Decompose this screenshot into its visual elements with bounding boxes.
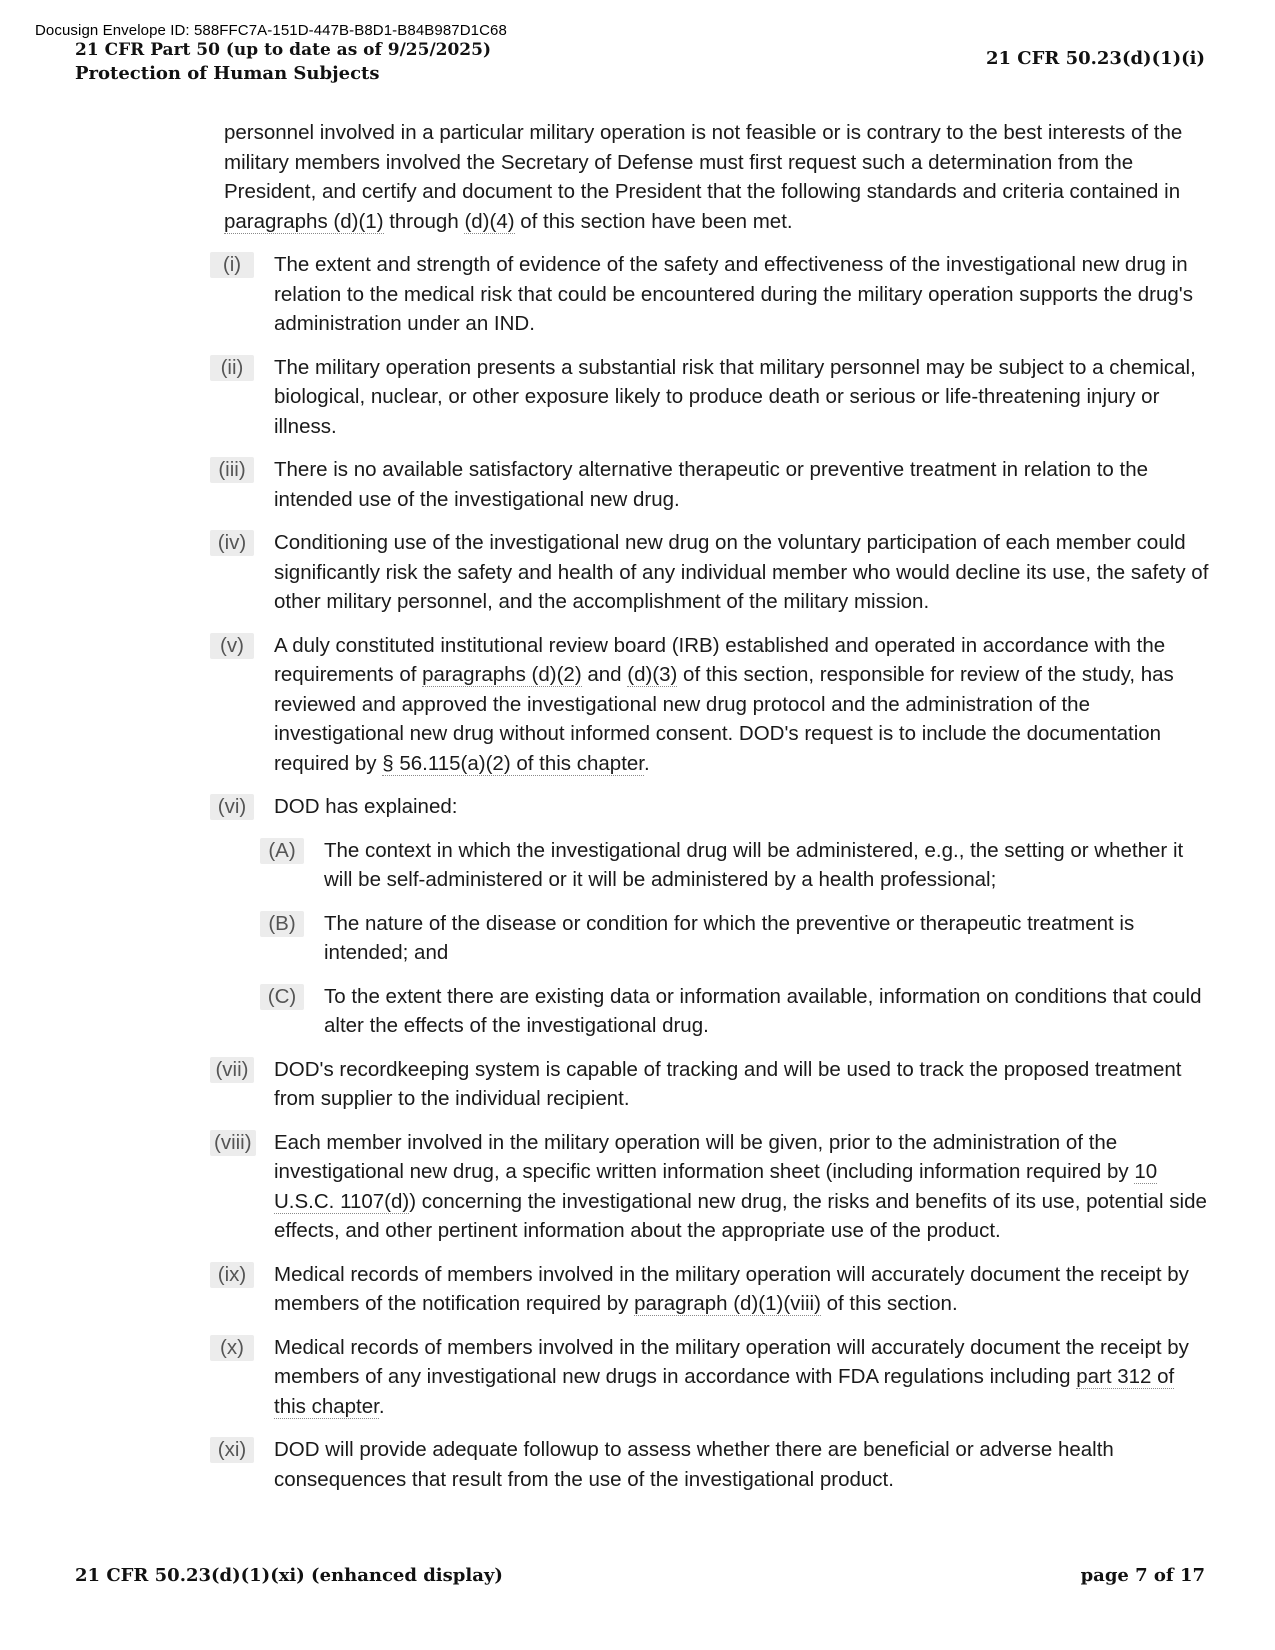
paragraph-viii [210, 1128, 1210, 1246]
paragraph-text-segment: ) concerning the investigational new drug, the risks and benefits of its use, potential side effects, and other pertinent information about the appropriate use of the product. [274, 1189, 1207, 1242]
page-number: page 7 of 17 [1080, 1565, 1205, 1586]
paragraph-ii [210, 353, 1210, 442]
paragraph-text [274, 634, 1174, 776]
regulation-body [210, 118, 1210, 1508]
paragraph-text-segment: of this section. [820, 1292, 958, 1315]
paragraph-text: Conditioning use of the investigational new drug on the voluntary participation of each member could significantly risk the safety and health of any individual member who would decline its use, the safety of other military personnel, and the accomplishment of the military mission. [274, 531, 1209, 613]
intro-text: personnel involved in a particular military operation is not feasible or is contrary to the best interests of the military members involved the Secretary of Defense must first request such a determination from the President, and certify and document to the President that the following standards and criteria contained in [224, 121, 1183, 203]
docusign-envelope-id: Docusign Envelope ID: 588FFC7A-151D-447B-B8D1-B84B987D1C68 [35, 22, 507, 39]
paragraph-text-segment: Each member involved in the military operation will be given, prior to the administration of the investigational new drug, a specific written information sheet (including information required by [274, 1130, 1135, 1183]
link-d3[interactable]: (d)(3) [627, 663, 678, 686]
paragraph-text: The military operation presents a substantial risk that military personnel may be subject to a chemical, biological, nuclear, or other exposure likely to produce death or serious or life-threatening injury or illness. [274, 355, 1196, 438]
paragraph-label[interactable]: (ix) [210, 1262, 254, 1288]
paragraph-vi [210, 792, 1210, 822]
intro-paragraph [224, 118, 1210, 236]
paragraph-vii [210, 1055, 1210, 1114]
paragraph-text-segment: Medical records of members involved in the military operation will accurately document the receipt by members of any investigational new drugs in accordance with FDA regulations including [274, 1335, 1189, 1388]
intro-text: of this section have been met. [514, 209, 793, 233]
paragraph-text-segment: . [378, 1394, 385, 1418]
paragraph-label[interactable]: (A) [260, 838, 304, 864]
paragraph-text-segment: of this section, responsible for review of the study, has reviewed and approved the investigational new drug protocol and the administration of the investigational new drug without informed consent. DOD's request is to include the documentation required by [274, 663, 1174, 775]
paragraph-label[interactable]: (vii) [210, 1057, 254, 1083]
paragraph-vi-A [260, 836, 1210, 895]
link-paragraphs-d1[interactable]: paragraphs (d)(1) [224, 209, 384, 233]
paragraph-text: DOD will provide adequate followup to assess whether there are beneficial or adverse health consequences that result from the use of the investigational product. [274, 1438, 1114, 1491]
paragraph-vi-C [260, 982, 1210, 1041]
paragraph-iii [210, 455, 1210, 514]
paragraph-label[interactable]: (xi) [210, 1437, 254, 1463]
link-part-312[interactable]: part 312 of this chapter [274, 1365, 1175, 1418]
paragraph-text: The context in which the investigational drug will be administered, e.g., the setting or whether it will be self-administered or it will be administered by a health professional; [324, 838, 1184, 891]
paragraph-text: DOD's recordkeeping system is capable of tracking and will be used to track the proposed treatment from supplier to the individual recipient. [274, 1057, 1182, 1110]
intro-text: through [383, 209, 465, 233]
paragraph-text: There is no available satisfactory alternative therapeutic or preventive treatment in relation to the intended use of the investigational new drug. [274, 458, 1148, 511]
link-d4[interactable]: (d)(4) [464, 209, 515, 233]
paragraph-label[interactable]: (iv) [210, 530, 254, 556]
paragraph-v [210, 631, 1210, 779]
paragraph-x [210, 1333, 1210, 1422]
paragraph-label[interactable]: (C) [260, 984, 304, 1010]
paragraph-text [274, 1336, 1189, 1419]
header-citation: 21 CFR 50.23(d)(1)(i) [985, 48, 1205, 69]
paragraph-label[interactable]: (B) [260, 911, 304, 937]
paragraph-text-segment: Medical records of members involved in the military operation will accurately document the receipt by members of the notification required by [274, 1262, 1189, 1315]
paragraph-label[interactable]: (v) [210, 633, 254, 659]
paragraph-text: DOD has explained: [274, 795, 458, 818]
paragraph-iv [210, 528, 1210, 617]
paragraph-text: The nature of the disease or condition for which the preventive or therapeutic treatment is intended; and [324, 911, 1135, 964]
footer-citation: 21 CFR 50.23(d)(1)(xi) (enhanced display) [75, 1565, 503, 1586]
paragraph-label[interactable]: (i) [210, 252, 254, 278]
paragraph-text-segment: A duly constituted institutional review board (IRB) established and operated in accordance with the requirements of [274, 633, 1166, 686]
link-10-usc-1107d[interactable]: 10 U.S.C. 1107(d) [274, 1160, 1158, 1213]
paragraph-xi [210, 1435, 1210, 1494]
header-title [75, 38, 491, 86]
paragraph-i [210, 250, 1210, 339]
header-title-part: 21 CFR Part 50 (up to date as of 9/25/2025) [75, 40, 492, 60]
paragraph-label[interactable]: (iii) [210, 457, 254, 483]
paragraph-text-segment: and [581, 663, 628, 686]
paragraph-label[interactable]: (ii) [210, 355, 254, 381]
link-paragraph-d1-viii[interactable]: paragraph (d)(1)(viii) [634, 1292, 821, 1315]
header-title-subject: Protection of Human Subjects [75, 63, 380, 84]
paragraph-label[interactable]: (vi) [210, 794, 254, 820]
paragraph-text-segment: . [643, 751, 650, 775]
paragraph-vi-B [260, 909, 1210, 968]
paragraph-text: To the extent there are existing data or information available, information on conditions that could alter the effects of the investigational drug. [324, 984, 1202, 1037]
paragraph-label[interactable]: (viii) [210, 1130, 256, 1156]
paragraph-text [274, 1131, 1207, 1243]
link-paragraphs-d2[interactable]: paragraphs (d)(2) [422, 663, 582, 686]
paragraph-text [274, 1263, 1189, 1317]
paragraph-ix [210, 1260, 1210, 1319]
link-56-115[interactable]: § 56.115(a)(2) of this chapter [382, 751, 644, 775]
paragraph-text: The extent and strength of evidence of the safety and effectiveness of the investigational new drug in relation to the medical risk that could be encountered during the military operation supports the drug's administration under an IND. [274, 253, 1193, 335]
paragraph-label[interactable]: (x) [210, 1335, 254, 1361]
